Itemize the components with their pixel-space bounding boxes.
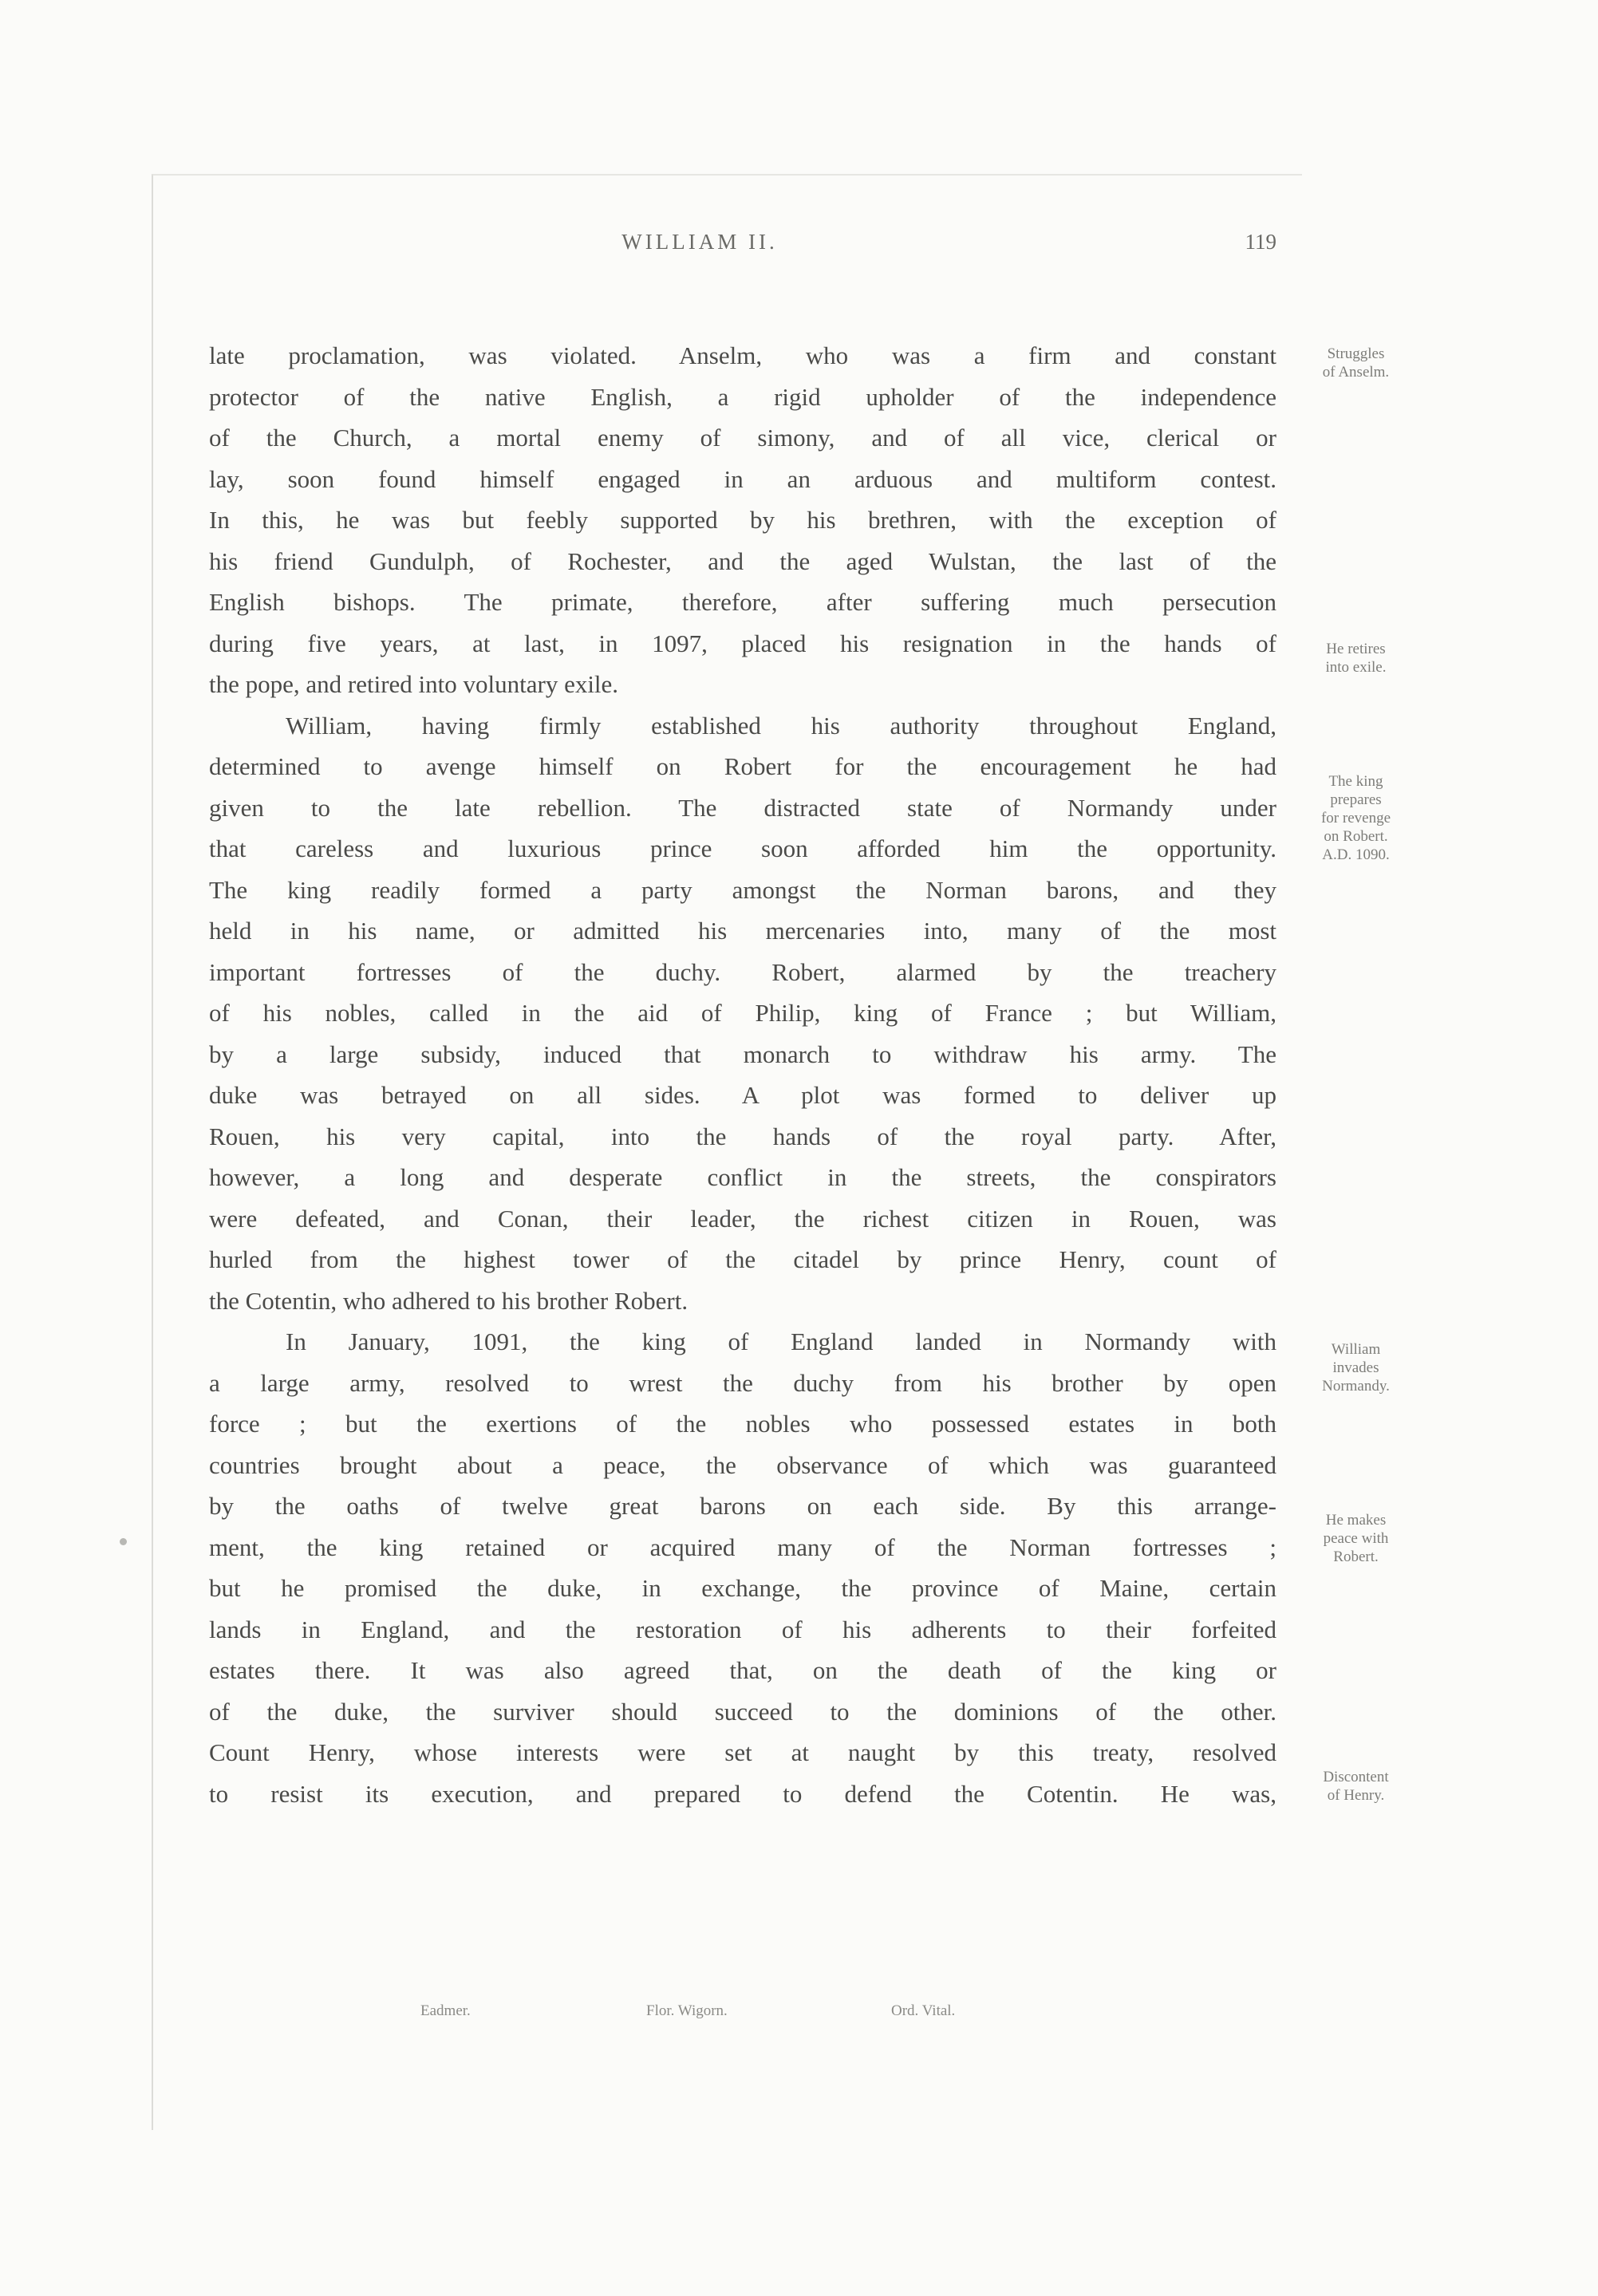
text-line: the pope, and retired into voluntary exile. [209, 670, 619, 698]
text-line: of his nobles, called in the aid of Philip, king of France ; but William, [209, 999, 1276, 1027]
text-line: English bishops. The primate, therefore, after suffering much persecution [209, 588, 1276, 616]
text-line: late proclamation, was violated. Anselm, who was a firm and constant [209, 341, 1276, 369]
text-line: determined to avenge himself on Robert for the encouragement he had [209, 752, 1276, 780]
paragraph-3 [209, 1321, 1276, 1814]
text-line: of the duke, the surviver should succeed to the dominions of the other. [209, 1697, 1276, 1726]
running-title: WILLIAM II. [621, 230, 778, 254]
text-line: of the Church, a mortal enemy of simony, and of all vice, clerical or [209, 424, 1276, 452]
margin-note-invades [1286, 1340, 1426, 1395]
text-line: ment, the king retained or acquired many of the Norman fortresses ; [209, 1533, 1276, 1561]
text-line: In this, he was but feebly supported by his brethren, with the exception of [209, 506, 1276, 534]
text-line: given to the late rebellion. The distracted state of Normandy under [209, 793, 1276, 822]
text-line: hurled from the highest tower of the citadel by prince Henry, count of [209, 1245, 1276, 1273]
text-line: his friend Gundulph, of Rochester, and the aged Wulstan, the last of the [209, 546, 1276, 575]
margin-note-line: of Henry. [1327, 1787, 1385, 1804]
source-reference: Eadmer. [420, 2002, 471, 2019]
text-line: force ; but the exertions of the nobles who possessed estates in both [209, 1410, 1276, 1438]
margin-note-revenge [1286, 772, 1426, 864]
margin-note-line: William [1331, 1341, 1381, 1358]
margin-note-line: peace with [1323, 1530, 1389, 1547]
source-reference: Ord. Vital. [891, 2002, 956, 2019]
margin-note-line: for revenge [1320, 810, 1391, 826]
margin-note-line: Normandy. [1322, 1378, 1390, 1395]
text-line: countries brought about a peace, the observance of which was guaranteed [209, 1450, 1276, 1479]
margin-note-line: on Robert. [1324, 828, 1388, 845]
paragraph-2 [209, 705, 1276, 1322]
margin-note-line: Struggles [1327, 345, 1385, 362]
text-line: The king readily formed a party amongst the Norman barons, and they [209, 875, 1276, 904]
ink-mark [120, 1538, 127, 1545]
text-line: lands in England, and the restoration of his adherents to their forfeited [209, 1615, 1276, 1643]
margin-note-line: He makes [1325, 1512, 1387, 1529]
text-line: In January, 1091, the king of England landed in Normandy with [286, 1327, 1276, 1355]
text-line: important fortresses of the duchy. Robert, alarmed by the treachery [209, 957, 1276, 986]
text-line: by the oaths of twelve great barons on each side. By this arrange- [209, 1492, 1276, 1520]
margin-note-line: of Anselm. [1322, 364, 1390, 381]
margin-note-henry [1286, 1768, 1426, 1805]
margin-note-line: invades [1332, 1359, 1379, 1376]
page-number: 119 [1245, 230, 1276, 254]
margin-note-line: prepares [1330, 791, 1382, 808]
text-line: held in his name, or admitted his mercenaries into, many of the most [209, 917, 1276, 945]
source-reference: Flor. Wigorn. [646, 2002, 728, 2019]
text-line: lay, soon found himself engaged in an arduous and multiform contest. [209, 464, 1276, 493]
text-line: estates there. It was also agreed that, on the death of the king or [209, 1656, 1276, 1684]
margin-note-peace [1286, 1511, 1426, 1566]
margin-note-line: A.D. 1090. [1322, 846, 1390, 863]
text-line: were defeated, and Conan, their leader, the richest citizen in Rouen, was [209, 1204, 1276, 1233]
text-line: but he promised the duke, in exchange, the province of Maine, certain [209, 1574, 1276, 1602]
margin-note-line: He retires [1326, 641, 1386, 657]
margin-note-line: The king [1328, 773, 1383, 790]
body-text [209, 335, 1276, 1814]
text-line: duke was betrayed on all sides. A plot was formed to deliver up [209, 1081, 1276, 1109]
text-line: a large army, resolved to wrest the duchy from his brother by open [209, 1368, 1276, 1397]
text-line: during five years, at last, in 1097, placed his resignation in the hands of [209, 629, 1276, 657]
text-line: by a large subsidy, induced that monarch to withdraw his army. The [209, 1040, 1276, 1068]
margin-note-line: into exile. [1325, 659, 1387, 676]
text-line: Count Henry, whose interests were set at naught by this treaty, resolved [209, 1738, 1276, 1766]
margin-note-exile [1286, 640, 1426, 677]
margin-note-line: Robert. [1333, 1548, 1379, 1565]
text-line: William, having firmly established his authority throughout England, [286, 711, 1276, 740]
text-line: the Cotentin, who adhered to his brother Robert. [209, 1286, 689, 1315]
text-line: protector of the native English, a rigid upholder of the independence [209, 382, 1276, 411]
text-line: however, a long and desperate conflict in the streets, the conspirators [209, 1163, 1276, 1191]
text-line: to resist its execution, and prepared to defend the Cotentin. He was, [209, 1779, 1276, 1808]
margin-note-anselm [1286, 345, 1426, 381]
text-line: that careless and luxurious prince soon afforded him the opportunity. [209, 834, 1276, 862]
margin-note-line: Discontent [1323, 1769, 1389, 1785]
paragraph-1 [209, 335, 1276, 705]
text-line: Rouen, his very capital, into the hands of the royal party. After, [209, 1122, 1276, 1150]
